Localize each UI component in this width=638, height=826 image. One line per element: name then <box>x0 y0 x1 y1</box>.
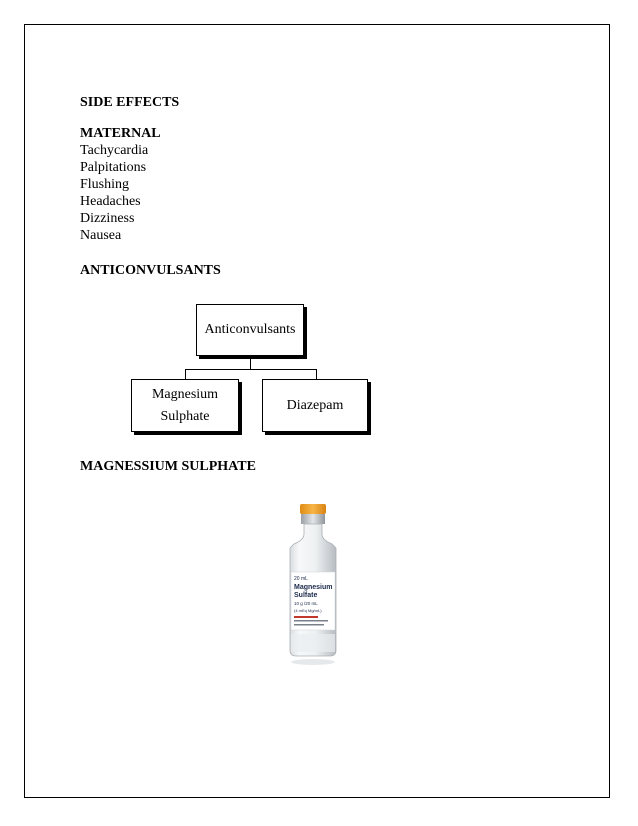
list-item: Dizziness <box>80 211 135 226</box>
diagram-node-label: Sulphate <box>160 408 210 424</box>
vial-label-volume: 20 mL <box>294 576 308 582</box>
vial-label-fineprint <box>294 620 328 622</box>
vial-label-name-2: Sulfate <box>294 592 318 599</box>
symptom-list <box>80 142 148 244</box>
connector-line <box>185 369 316 370</box>
vial-liquid <box>291 634 335 652</box>
magnesium-sulphate-heading: MAGNESSIUM SULPHATE <box>80 459 256 474</box>
side-effects-heading: SIDE EFFECTS <box>80 95 180 110</box>
vial-image <box>278 500 348 670</box>
vial-label-name-1: Magnesium <box>294 584 333 591</box>
list-item: Headaches <box>80 194 141 209</box>
vial-label-fineprint <box>294 624 324 626</box>
list-item: Flushing <box>80 177 130 192</box>
diagram-node-label: Diazepam <box>286 397 344 413</box>
vial-label-warning-line <box>294 616 318 618</box>
list-item: Palpitations <box>80 160 147 175</box>
list-item: Tachycardia <box>80 143 149 158</box>
list-item: Nausea <box>80 228 122 243</box>
vial-label-dose: 10 g /20 mL <box>294 601 318 606</box>
vial-crimp <box>301 514 325 524</box>
diagram-node-diazepam <box>262 379 368 432</box>
vial-label-conc: (4 mEq Mg/mL) <box>294 608 322 613</box>
maternal-heading: MATERNAL <box>80 126 161 141</box>
diagram-root-label: Anticonvulsants <box>204 322 296 337</box>
anticonvulsants-heading: ANTICONVULSANTS <box>80 263 221 278</box>
vial-reflection <box>291 659 335 665</box>
diagram-node-label: Magnesium <box>151 386 219 402</box>
diagram-node-magnesium-sulphate <box>131 379 239 432</box>
vial-illustration <box>278 500 348 670</box>
diagram-root-node <box>196 304 304 356</box>
vial-cap <box>300 504 326 514</box>
